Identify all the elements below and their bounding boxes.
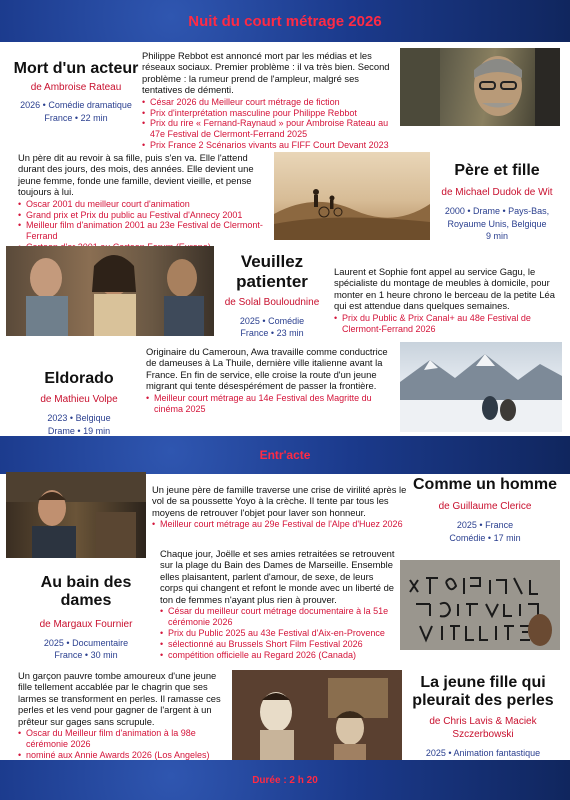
- film-still-1: [400, 48, 560, 126]
- award-item: • nominé aux Annie Awards 2026 (Los Angeles): [18, 750, 228, 761]
- film-meta-2c: 9 min: [485, 230, 508, 241]
- award-item: • Meilleur court métrage au 14e Festival des Magritte du cinéma 2025: [146, 393, 396, 415]
- film-synopsis-block-6: [160, 548, 396, 660]
- film-meta-1a: 2026 • Comédie dramatique: [20, 100, 132, 111]
- film-title-7: La jeune fille qui pleurait des perles: [412, 674, 554, 710]
- award-item: • Prix France 2 Scénarios vivants au FIFF Court Devant 2023: [142, 140, 392, 151]
- film-director-4: de Mathieu Volpe: [40, 394, 118, 406]
- film-meta-3a: 2025 • Comédie: [239, 316, 305, 327]
- film-director-5: de Guillaume Clerice: [438, 501, 532, 513]
- film-synopsis-6: Chaque jour, Joëlle et ses amies retraitées se retrouvent sur la plage du Bain des Dames de Marseille. Ensemble elles plaisantent, parlent d'amour, de sexe, de leurs corps qui changent et refont le monde avec un liberté de ton de femmes n'ayant plus rien à prouver.: [160, 548, 395, 605]
- film-synopsis-1: Philippe Rebbot est annoncé mort par les médias et les réseaux sociaux. Premier problème : il va très bien. Second problème : la rumeur prend de l'ampleur, malgré ses tentatives de démenti.: [142, 50, 390, 96]
- film-meta-6b: France • 30 min: [54, 649, 118, 660]
- film-title-5: Comme un homme: [412, 476, 557, 493]
- film-director-3: de Solal Bouloudnine: [224, 297, 320, 309]
- film-synopsis-7: Un garçon pauvre tombe amoureux d'une jeune fille tellement accablée par le chagrin que ses larmes se transforment en perles. Il ramasse ces perles et les vend pour gagner de l'argent à un prêteur sur gages sans scrupule.: [18, 670, 221, 727]
- film-synopsis-block-3: [334, 266, 562, 334]
- page-title: Nuit du court métrage 2026: [188, 12, 382, 30]
- film-meta-3b: France • 23 min: [240, 328, 304, 339]
- film-info-4: [20, 370, 138, 437]
- award-item: • compétition officielle au Regard 2026 (Canada): [160, 650, 396, 661]
- film-still-7: [232, 670, 402, 760]
- film-title-1: Mort d'un acteur: [13, 60, 139, 77]
- award-item: • Grand prix et Prix du public au Festival d'Annecy 2001: [18, 210, 270, 221]
- film-still-5: [6, 472, 146, 558]
- award-item: • Oscar 2001 du meilleur court d'animation: [18, 199, 270, 210]
- award-item: • Prix d'interprétation masculine pour Philippe Rebbot: [142, 108, 392, 119]
- film-awards-7: [18, 728, 228, 760]
- film-info-1: [8, 60, 144, 124]
- film-title-3: Veuillez patienter: [236, 252, 308, 291]
- film-meta-7a: 2025 • Animation fantastique: [425, 747, 541, 758]
- film-synopsis-3: Laurent et Sophie font appel au service Gagu, le spécialiste du montage de meubles à domicile, pour monter en 1 heure chrono le berceau de la petite Léa qui est attendue dans quelques semaines.: [334, 266, 555, 312]
- film-info-3: [216, 252, 328, 339]
- film-synopsis-block-5: [152, 484, 410, 530]
- film-info-6: [14, 574, 158, 661]
- film-info-5: [410, 476, 560, 544]
- film-synopsis-2: Un père dit au revoir à sa fille, puis s'en va. Elle l'attend durant des jours, des mois, des années. Elle devient une jeune femme, fonde une famille, devient vieille, et pense toujours à lui.: [18, 152, 254, 198]
- header-band: [0, 0, 570, 42]
- film-still-3: [6, 246, 214, 336]
- film-awards-1: [142, 97, 392, 151]
- film-meta-5b: Comédie • 17 min: [449, 532, 521, 543]
- award-item: • Meilleur film d'animation 2001 au 23e Festival de Clermont-Ferrand: [18, 220, 270, 242]
- film-still-4: [400, 342, 562, 432]
- award-item: • Prix du rire « Fernand-Raynaud » pour Ambroise Rateau au 47e Festival de Clermont-Ferrand 2025: [142, 118, 392, 140]
- film-director-2: de Michael Dudok de Wit: [441, 187, 553, 199]
- film-meta-4b: Drame • 19 min: [47, 425, 111, 436]
- film-meta-5a: 2025 • France: [456, 520, 514, 531]
- film-still-2: [274, 152, 430, 240]
- film-synopsis-5: Un jeune père de famille traverse une crise de virilité après le vol de sa poussette Yoyo à la crèche. Il tente par tous les moyens de retrouver l'objet pour laver son honneur.: [152, 484, 407, 518]
- award-item: • Prix du Public & Prix Canal+ au 48e Festival de Clermont-Ferrand 2026: [334, 313, 562, 335]
- film-awards-3: [334, 313, 562, 335]
- film-awards-4: [146, 393, 396, 415]
- film-awards-5: [152, 519, 410, 530]
- film-synopsis-block-4: [146, 346, 396, 414]
- award-item: • César 2026 du Meilleur court métrage de fiction: [142, 97, 392, 108]
- award-item: • Oscar du Meilleur film d'animation à la 98e cérémonie 2026: [18, 728, 228, 750]
- film-title-6: Au bain des dames: [40, 574, 132, 610]
- footer-band: [0, 760, 570, 800]
- film-title-4: Eldorado: [44, 370, 114, 387]
- film-title-2: Père et fille: [454, 162, 540, 179]
- film-info-2: [432, 162, 562, 242]
- film-synopsis-4: Originaire du Cameroun, Awa travaille comme conductrice de dameuses à La Thuile, dernière ville italienne avant la France. En fin de service, elle croise la route d'un jeune migrant qui tente désespérément de passer la frontière.: [146, 346, 388, 392]
- interlude-band: [0, 436, 570, 474]
- film-info-7: [402, 674, 564, 771]
- film-synopsis-block-2: [18, 152, 270, 253]
- film-synopsis-block-7: [18, 670, 228, 761]
- film-awards-6: [160, 606, 396, 660]
- film-meta-6a: 2025 • Documentaire: [43, 637, 129, 648]
- interlude-title: Entr'acte: [259, 448, 311, 462]
- film-director-7: de Chris Lavis & Maciek Szczerbowski: [429, 715, 537, 740]
- film-meta-4a: 2023 • Belgique: [47, 413, 111, 424]
- award-item: • Meilleur court métrage au 29e Festival de l'Alpe d'Huez 2026: [152, 519, 410, 530]
- film-meta-2b: Royaume Unis, Belgique: [447, 218, 547, 229]
- film-director-1: de Ambroise Rateau: [30, 82, 122, 94]
- award-item: • Prix du Public 2025 au 43e Festival d'Aix-en-Provence: [160, 628, 396, 639]
- film-still-6: [400, 560, 560, 650]
- film-meta-1b: France • 22 min: [44, 112, 108, 123]
- film-awards-2: [18, 199, 270, 253]
- award-item: • sélectionné au Brussels Short Film Festival 2026: [160, 639, 396, 650]
- award-item: • César du meilleur court métrage documentaire à la 51e cérémonie 2026: [160, 606, 396, 628]
- film-director-6: de Margaux Fournier: [39, 618, 133, 630]
- film-meta-2a: 2000 • Drame • Pays-Bas,: [444, 206, 550, 217]
- total-duration: Durée : 2 h 20: [252, 774, 318, 786]
- film-synopsis-block-1: [142, 50, 392, 151]
